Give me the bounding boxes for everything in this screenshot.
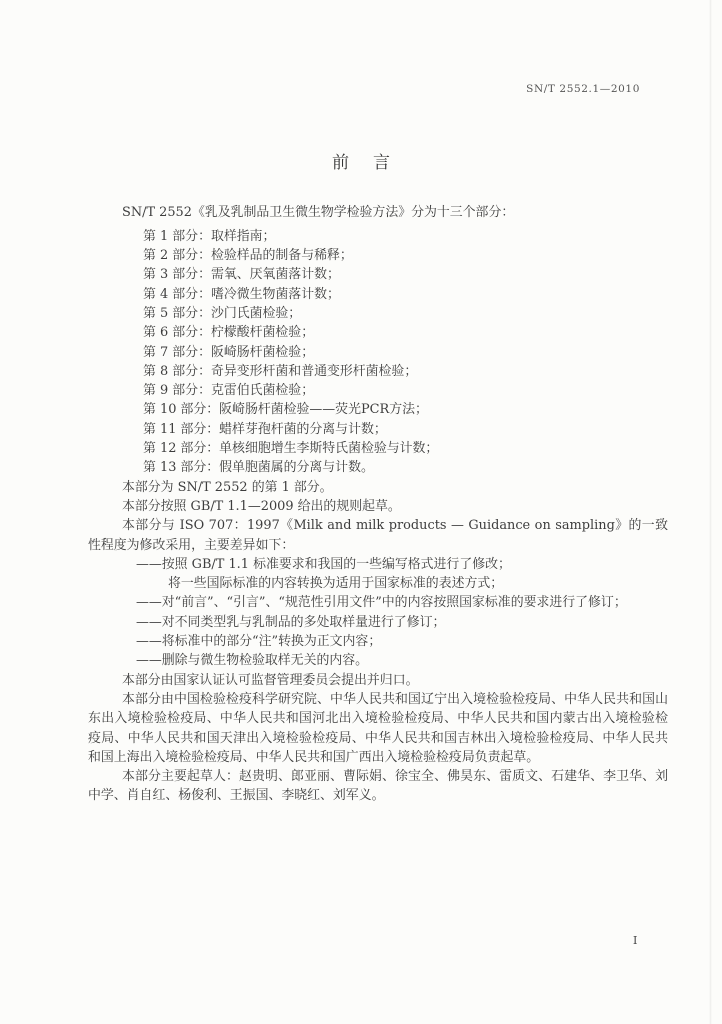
list-item: 第 3 部分：需氧、厌氧菌落计数； [143, 267, 340, 283]
list-item: 第 12 部分：单核细胞增生李斯特氏菌检验与计数； [143, 441, 439, 457]
list-item: ——按照 GB/T 1.1 标准要求和我国的一些编写格式进行了修改； [136, 556, 511, 572]
adoption-statement: 本部分与 ISO 707：1997《Milk and milk products — Guidance on sampling》的一致性程度为修改采用，主要差异如下： [88, 518, 668, 553]
list-item: ——删除与微生物检验取样无关的内容。 [136, 653, 369, 669]
list-item: ——将标准中的部分“注”转换为正文内容； [136, 634, 382, 650]
drafting-rules-statement: 本部分按照 GB/T 1.1—2009 给出的规则起草。 [122, 498, 401, 514]
list-item: 第 7 部分：阪崎肠杆菌检验； [143, 344, 315, 360]
foreword-body [88, 203, 668, 806]
page-title: 前言 [332, 153, 414, 173]
standard-code-header: SN/T 2552.1—2010 [526, 83, 640, 95]
parts-intro: SN/T 2552《乳及乳制品卫生微生物学检验方法》分为十三个部分： [122, 205, 515, 220]
parts-list [88, 227, 668, 478]
proposer-statement: 本部分由国家认证认可监督管理委员会提出并归口。 [122, 672, 419, 688]
list-item: 第 9 部分：克雷伯氏菌检验； [143, 383, 315, 399]
list-item: 第 2 部分：检验样品的制备与稀释； [143, 248, 353, 264]
drafting-units-statement: 本部分由中国检验检疫科学研究院、中华人民共和国辽宁出入境检验检疫局、中华人民共和国山东出入境检验检疫局、中华人民共和国河北出入境检验检疫局、中华人民共和国内蒙古出入境检验检疫局、中华人民共和国天津出入境检验检疫局、中华人民共和国吉林出入境检验检疫局、中华人民共和国上海出入境检验检疫局、中华人民共和国广西出入境检验检疫局负责起草。 [88, 691, 668, 765]
list-item: 第 8 部分：奇异变形杆菌和普通变形杆菌检验； [143, 363, 418, 379]
list-item: ——对“前言”、“引言”、“规范性引用文件”中的内容按照国家标准的要求进行了修订； [136, 595, 627, 611]
list-item: 第 4 部分：嗜冷微生物菌落计数； [143, 286, 340, 302]
list-item: 第 1 部分：取样指南； [143, 228, 276, 244]
list-item: 第 6 部分：柠檬酸杆菌检验； [143, 325, 315, 341]
list-item: 第 13 部分：假单胞菌属的分离与计数。 [143, 460, 374, 476]
page-number: I [633, 934, 638, 947]
differences-list [88, 555, 668, 671]
list-item: 将一些国际标准的内容转换为适用于国家标准的表述方式； [168, 576, 504, 592]
list-item: 第 11 部分：蜡样芽孢杆菌的分离与计数； [143, 421, 387, 437]
list-item: ——对不同类型乳与乳制品的多处取样量进行了修订； [136, 614, 446, 630]
drafters-statement: 本部分主要起草人：赵贵明、郎亚丽、曹际娟、徐宝全、佛昊东、雷质文、石建华、李卫华、刘中学、肖自红、杨俊利、王振国、李晓红、刘军义。 [88, 769, 668, 804]
list-item: 第 10 部分：阪崎肠杆菌检验——荧光PCR方法； [143, 402, 428, 418]
series-statement: 本部分为 SN/T 2552 的第 1 部分。 [122, 479, 333, 495]
list-item: 第 5 部分：沙门氏菌检验； [143, 305, 302, 321]
